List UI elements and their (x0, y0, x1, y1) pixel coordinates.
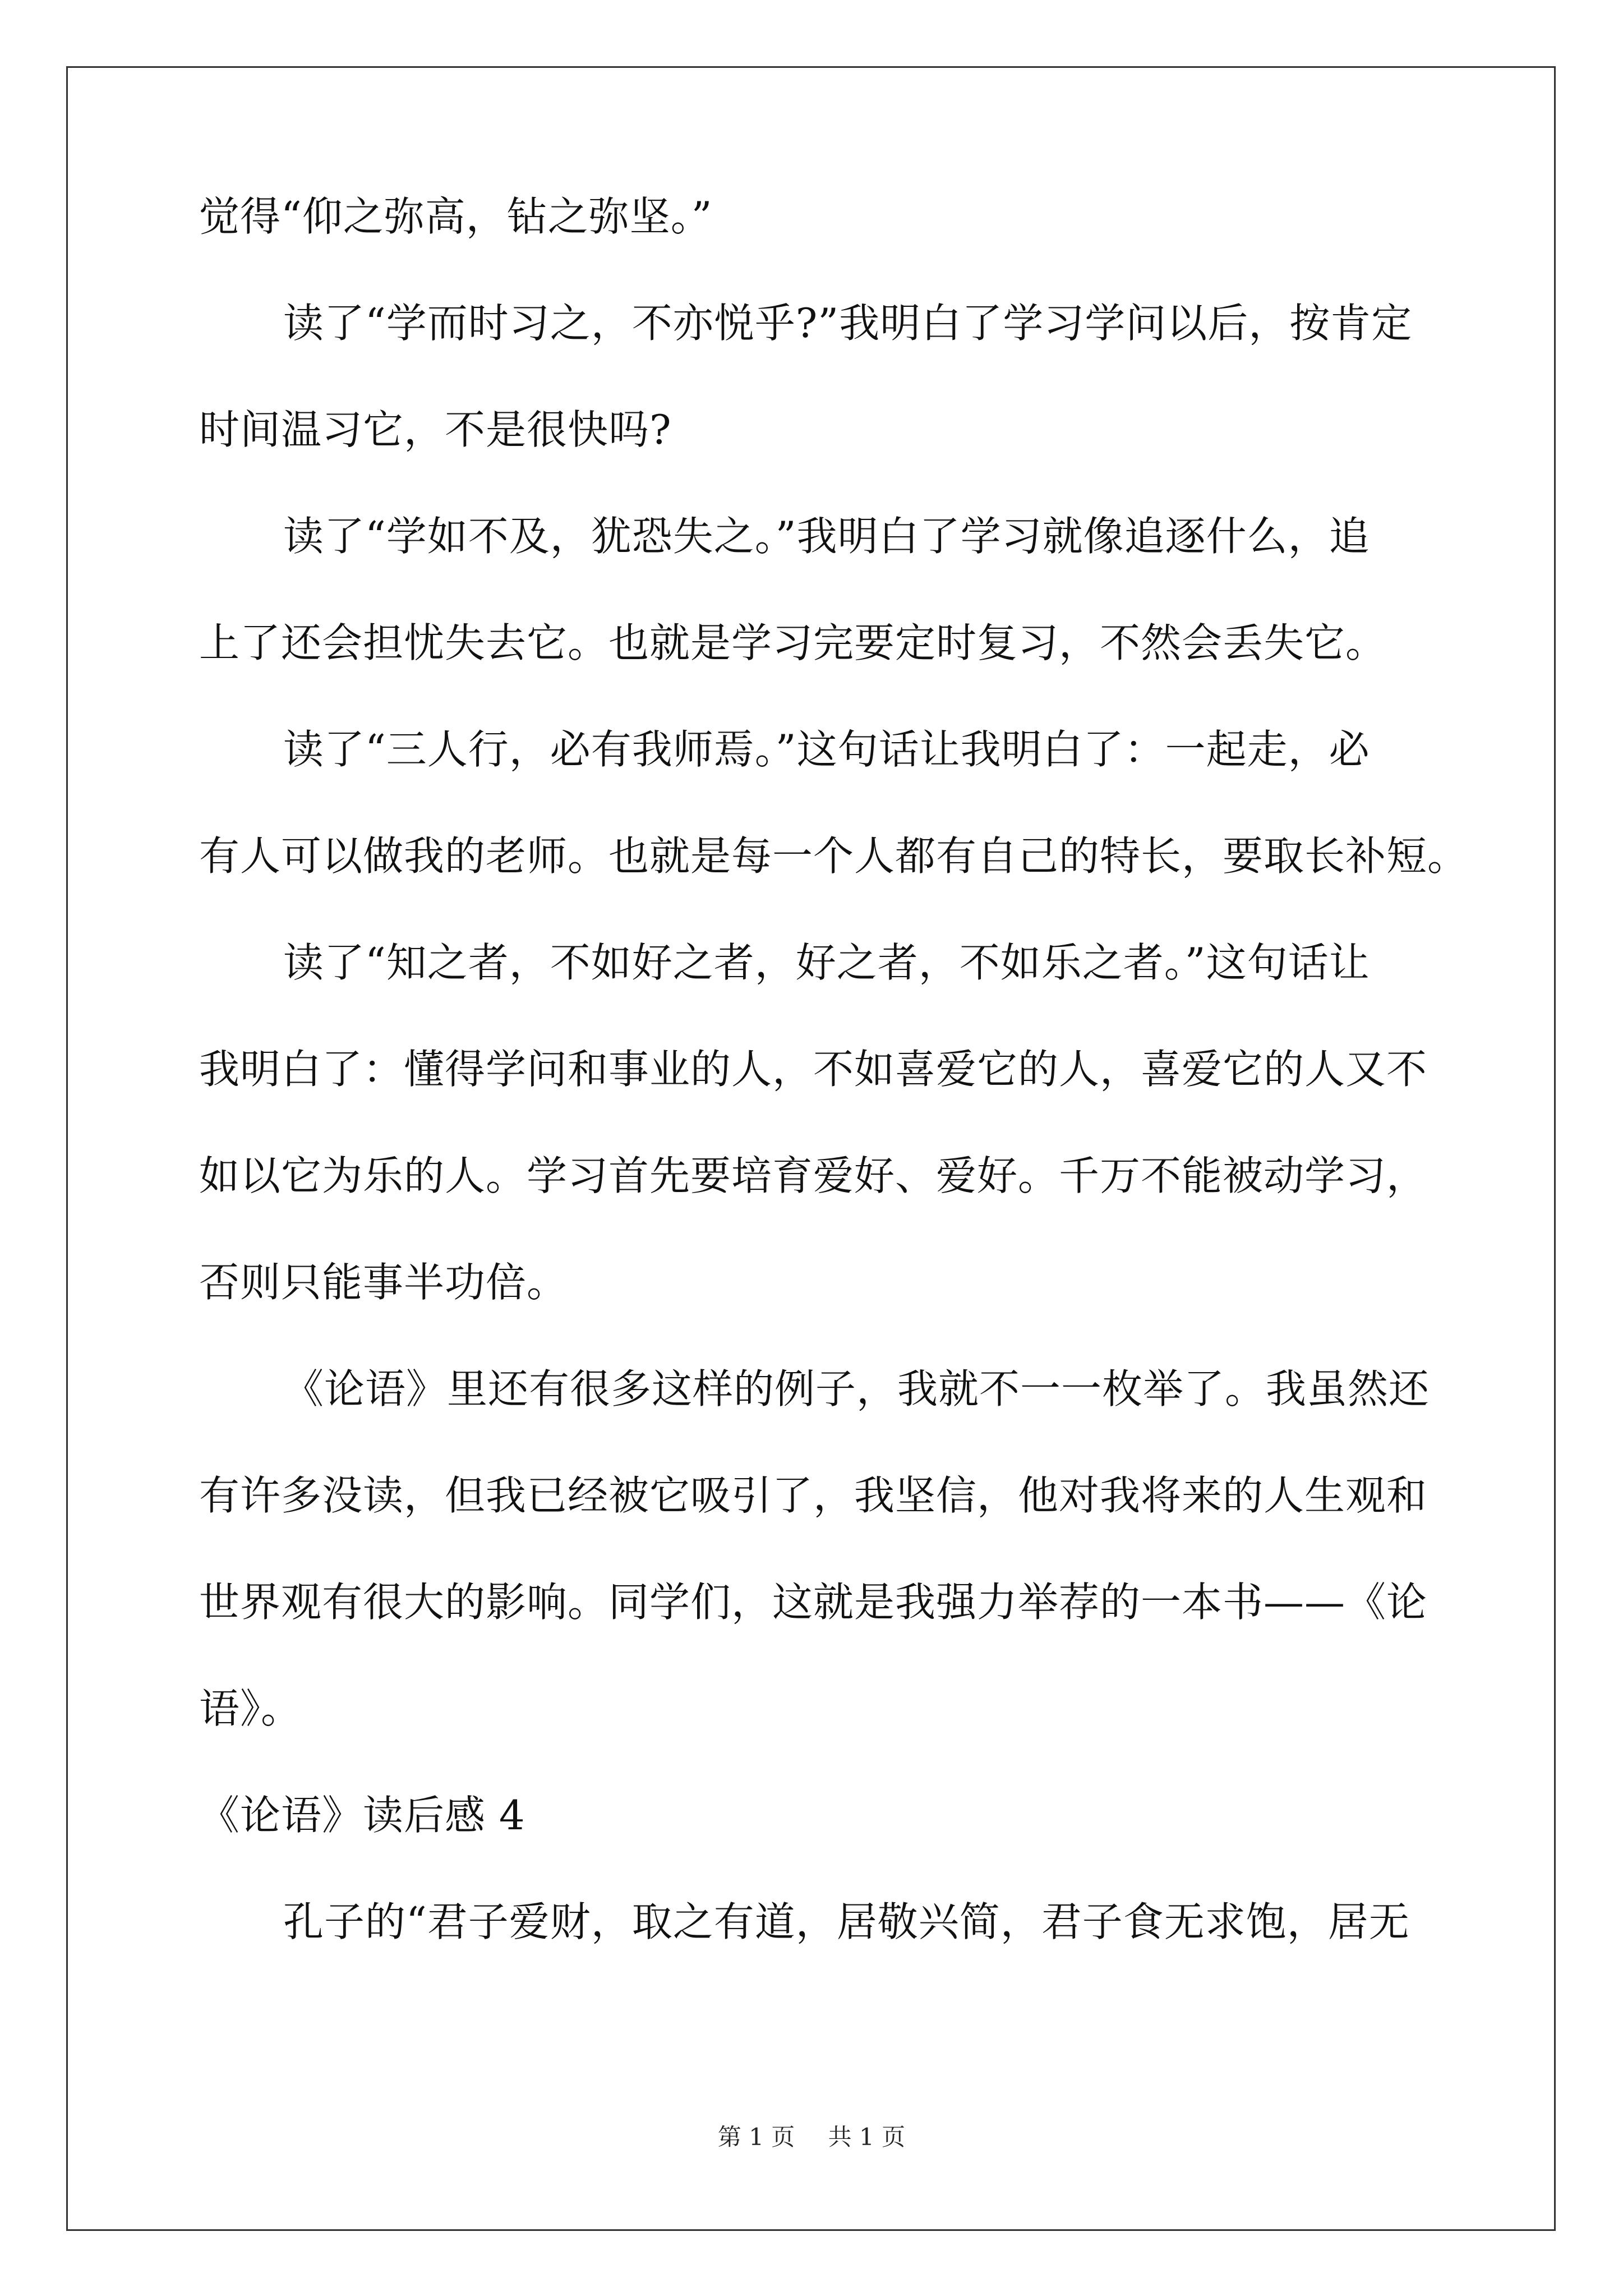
section-heading: 《论语》读后感 4 (199, 1792, 525, 1839)
paragraph-line: 我明白了：懂得学问和事业的人，不如喜爱它的人，喜爱它的人又不 (199, 1046, 1428, 1093)
paragraph-line: 觉得“仰之弥高，钻之弥坚。” (199, 193, 713, 240)
paragraph-line: 读了“知之者，不如好之者，好之者，不如乐之者。”这句话让 (283, 939, 1370, 986)
paragraph-line: 语》。 (199, 1685, 302, 1732)
paragraph-line: 时间温习它，不是很快吗? (199, 406, 672, 453)
paragraph-line: 《论语》里还有很多这样的例子，我就不一一枚举了。我虽然还 (283, 1365, 1430, 1412)
paragraph-line: 上了还会担忧失去它。也就是学习完要定时复习，不然会丢失它。 (199, 619, 1387, 666)
page-number: 第 1 页 (717, 2123, 795, 2151)
paragraph-line: 有许多没读，但我已经被它吸引了，我坚信，他对我将来的人生观和 (199, 1472, 1428, 1519)
paragraph-line: 世界观有很大的影响。同学们，这就是我强力举荐的一本书——《论 (199, 1579, 1428, 1626)
paragraph-line: 读了“三人行，必有我师焉。”这句话让我明白了：一起走，必 (283, 726, 1370, 773)
paragraph-line: 否则只能事半功倍。 (199, 1259, 568, 1306)
paragraph-line: 有人可以做我的老师。也就是每一个人都有自己的特长，要取长补短。 (199, 832, 1469, 880)
paragraph-line: 孔子的“君子爱财，取之有道，居敬兴简，君子食无求饱，居无 (283, 1898, 1410, 1945)
page-footer (0, 2120, 1623, 2154)
paragraph-line: 读了“学而时习之，不亦悦乎?”我明白了学习学问以后，按肯定 (283, 300, 1413, 347)
page-total: 共 1 页 (828, 2123, 906, 2151)
paragraph-line: 读了“学如不及，犹恐失之。”我明白了学习就像追逐什么，追 (283, 513, 1370, 560)
paragraph-line: 如以它为乐的人。学习首先要培育爱好、爱好。千万不能被动学习， (199, 1152, 1428, 1199)
